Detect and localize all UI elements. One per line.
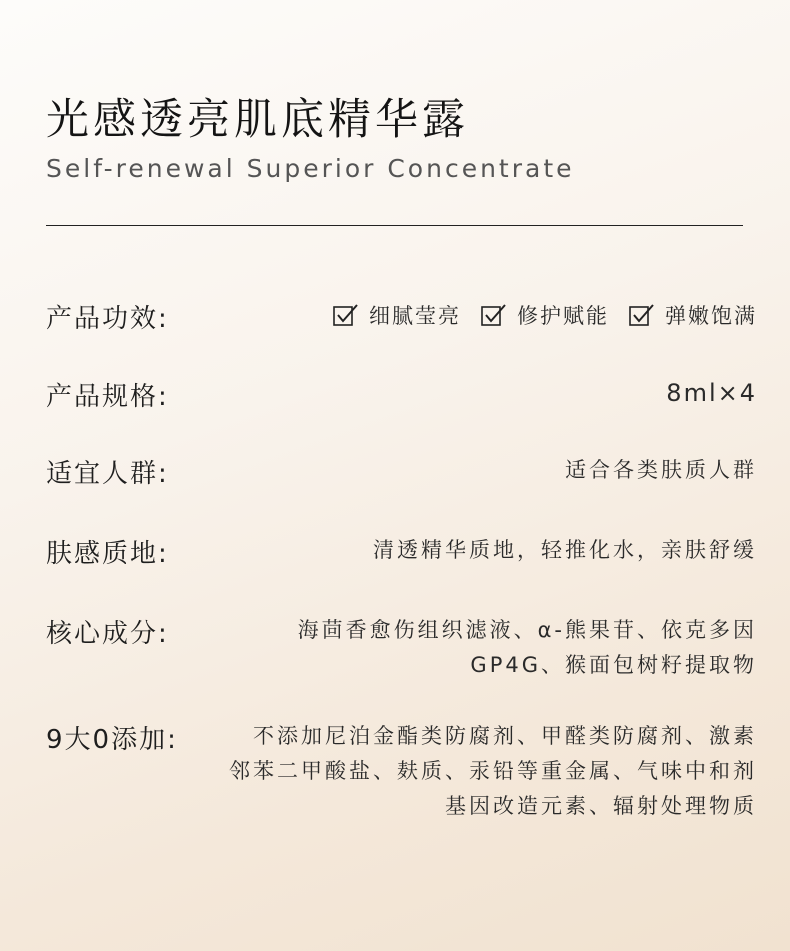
- effects-label: 产品功效:: [46, 304, 169, 334]
- effect-label: 细腻莹亮: [369, 304, 461, 328]
- free-from-line: 邻苯二甲酸盐、麸质、汞铅等重金属、气味中和剂: [229, 759, 757, 783]
- product-subtitle: Self-renewal Superior Concentrate: [46, 154, 575, 183]
- ingredients-line: GP4G、猴面包树籽提取物: [470, 653, 757, 677]
- ingredients-line: 海茴香愈伤组织滤液、α-熊果苷、依克多因: [297, 618, 757, 642]
- effects-list: [333, 300, 757, 330]
- ingredients-value: [298, 613, 757, 683]
- texture-label: 肤感质地:: [46, 539, 169, 569]
- effect-item: [481, 300, 609, 330]
- free-from-line: 不添加尼泊金酯类防腐剂、甲醛类防腐剂、激素: [253, 724, 757, 748]
- effect-label: 弹嫩饱满: [665, 304, 757, 328]
- free-from-value: [229, 719, 757, 824]
- suitable-value: 适合各类肤质人群: [565, 458, 757, 482]
- free-from-label: 9大0添加:: [46, 725, 178, 755]
- divider: [46, 225, 743, 226]
- effect-item: [333, 300, 461, 330]
- checkbox-checked-icon: [333, 303, 359, 327]
- spec-label: 产品规格:: [46, 382, 169, 412]
- suitable-label: 适宜人群:: [46, 459, 169, 489]
- checkbox-checked-icon: [629, 303, 655, 327]
- ingredients-label: 核心成分:: [46, 619, 169, 649]
- effect-item: [629, 300, 757, 330]
- spec-value: 8ml×4: [666, 379, 757, 407]
- product-title: 光感透亮肌底精华露: [46, 95, 469, 145]
- effect-label: 修护赋能: [517, 304, 609, 328]
- texture-value: 清透精华质地，轻推化水，亲肤舒缓: [373, 538, 757, 562]
- checkbox-checked-icon: [481, 303, 507, 327]
- free-from-line: 基因改造元素、辐射处理物质: [445, 794, 757, 818]
